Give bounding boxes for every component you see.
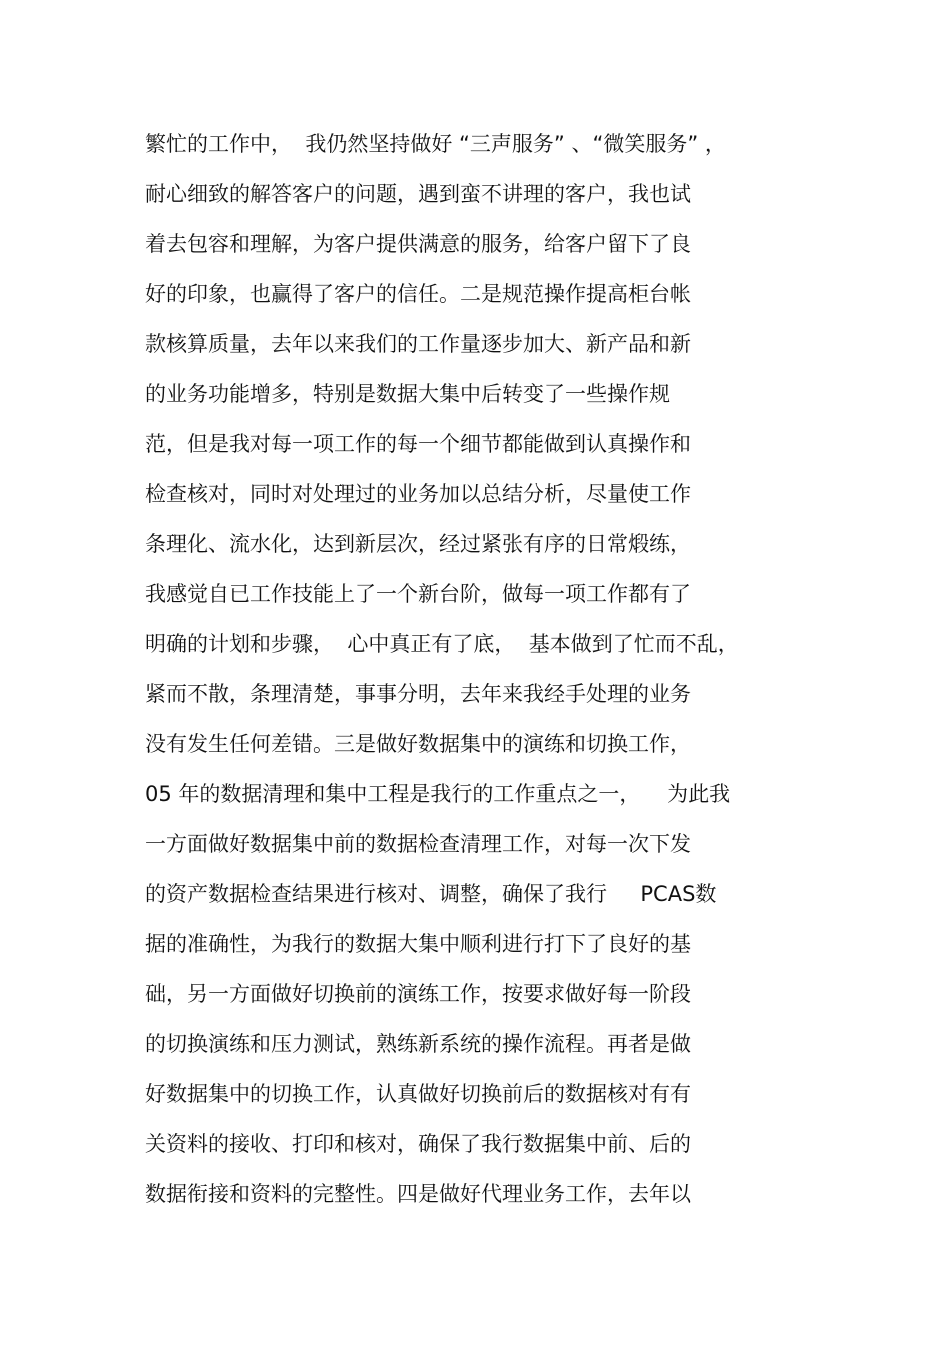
text-line: 范，但是我对每一项工作的每一个细节都能做到认真操作和: [145, 432, 691, 456]
text-line: 款核算质量，去年以来我们的工作量逐步加大、新产品和新: [145, 332, 691, 356]
text-line: 繁忙的工作中， 我仍然坚持做好 “三声服务” 、“微笑服务” ，: [145, 132, 726, 156]
text-line: 好数据集中的切换工作，认真做好切换前后的数据核对有有: [145, 1082, 691, 1106]
text-line: 我感觉自已工作技能上了一个新台阶，做每一项工作都有了: [145, 582, 691, 606]
text-line: 关资料的接收、打印和核对，确保了我行数据集中前、后的: [145, 1132, 691, 1156]
text-line: 的切换演练和压力测试，熟练新系统的操作流程。再者是做: [145, 1032, 691, 1056]
text-line: 据的准确性，为我行的数据大集中顺利进行打下了良好的基: [145, 932, 691, 956]
text-line: 着去包容和理解，为客户提供满意的服务，给客户留下了良: [145, 232, 691, 256]
text-line: 检查核对，同时对处理过的业务加以总结分析，尽量使工作: [145, 482, 691, 506]
text-line: 紧而不散，条理清楚，事事分明，去年来我经手处理的业务: [145, 682, 691, 706]
text-line: 的资产数据检查结果进行核对、调整，确保了我行 PCAS数: [145, 882, 717, 906]
text-line: 一方面做好数据集中前的数据检查清理工作，对每一次下发: [145, 832, 691, 856]
text-line: 的业务功能增多，特别是数据大集中后转变了一些操作规: [145, 382, 670, 406]
document-body: [145, 119, 815, 1219]
text-line: 耐心细致的解答客户的问题，遇到蛮不讲理的客户，我也试: [145, 182, 691, 206]
text-line: 数据衔接和资料的完整性。四是做好代理业务工作，去年以: [145, 1182, 691, 1206]
text-line: 05 年的数据清理和集中工程是我行的工作重点之一， 为此我: [145, 782, 731, 806]
text-line: 没有发生任何差错。三是做好数据集中的演练和切换工作，: [145, 732, 691, 756]
text-line: 础，另一方面做好切换前的演练工作，按要求做好每一阶段: [145, 982, 691, 1006]
text-line: 好的印象，也赢得了客户的信任。二是规范操作提高柜台帐: [145, 282, 691, 306]
text-line: 条理化、流水化，达到新层次，经过紧张有序的日常煅练，: [145, 532, 691, 556]
text-line: 明确的计划和步骤， 心中真正有了底， 基本做到了忙而不乱，: [145, 632, 739, 656]
